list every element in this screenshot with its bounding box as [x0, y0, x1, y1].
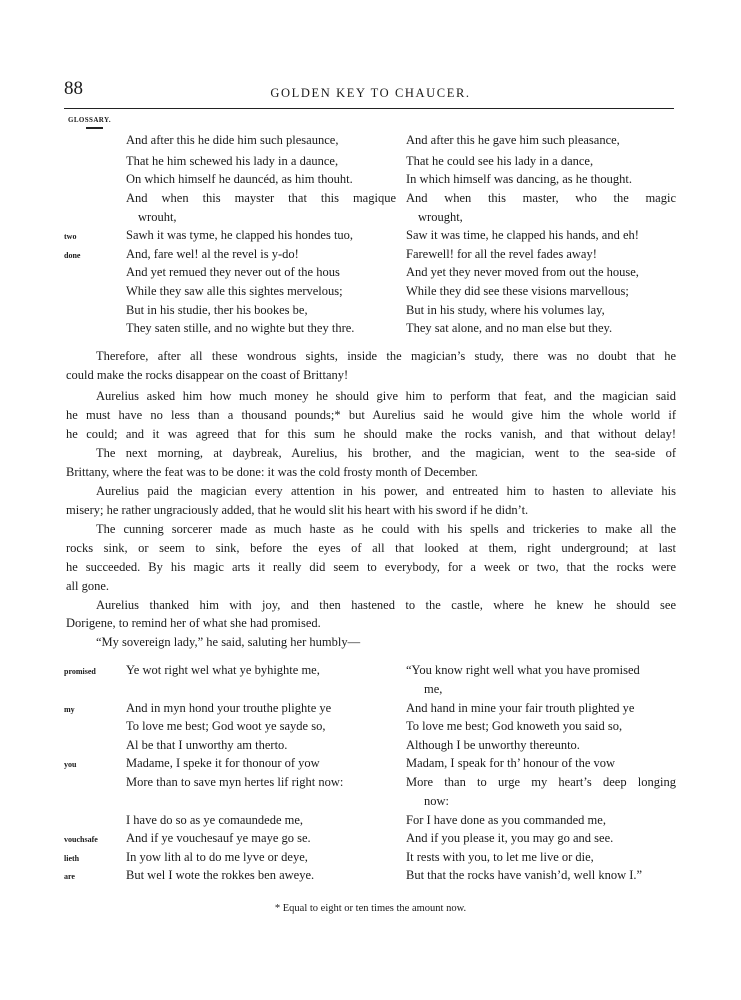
verse-line: To love me best; God knoweth you said so,	[406, 719, 623, 733]
paragraph-line: rocks sink, or seem to sink, before the eyes of all that looked at them, right underground; at last	[66, 541, 676, 555]
verse-line: And in myn hond your trouthe plighte ye	[126, 701, 332, 715]
paragraph-line: “My sovereign lady,” he said, saluting her humbly—	[96, 635, 361, 649]
gloss-promised: promised	[64, 667, 96, 676]
verse-line: And if ye vouchesauf ye maye go se.	[126, 831, 311, 845]
header-rule	[64, 108, 674, 109]
paragraph-line: he succeeded. By his magic arts it really did seem to everybody, for a week or two, that the rocks were	[66, 560, 676, 574]
verse-line: They sat alone, and no man else but they.	[406, 321, 613, 335]
verse-line: On which himself he dauncéd, as him thouht.	[126, 172, 353, 186]
paragraph-line: Aurelius paid the magician every attention in his power, and entreated him to hasten to alleviate his	[96, 484, 676, 498]
verse-line: I have do so as ye comaundede me,	[126, 813, 304, 827]
verse-line: While they saw alle this sightes mervelous;	[126, 284, 343, 298]
gloss-two: two	[64, 232, 77, 241]
page-number: 88	[64, 78, 83, 99]
verse-line: Madame, I speke it for thonour of yow	[126, 756, 320, 770]
verse-line: And, fare wel! al the revel is y-do!	[126, 247, 299, 261]
verse-line: But in his studie, ther his bookes be,	[126, 303, 308, 317]
paragraph-line: could make the rocks disappear on the coast of Brittany!	[66, 368, 349, 382]
verse-line: And after this he gave him such pleasance,	[406, 133, 620, 147]
verse-line: More than to save myn hertes lif right now:	[126, 775, 344, 789]
verse-line: And when this mayster that this magique	[126, 191, 396, 205]
verse-line: In which himself was dancing, as he thought.	[406, 172, 632, 186]
verse-line: They saten stille, and no wighte but they thre.	[126, 321, 355, 335]
verse-line: Farewell! for all the revel fades away!	[406, 247, 597, 261]
paragraph-line: The next morning, at daybreak, Aurelius, his brother, and the magician, went to the sea-side of	[96, 446, 676, 460]
verse-line: But in his study, where his volumes lay,	[406, 303, 605, 317]
verse-line: For I have done as you commanded me,	[406, 813, 606, 827]
verse-line: Although I be unworthy thereunto.	[406, 738, 580, 752]
verse-line: That he him schewed his lady in a daunce,	[126, 154, 339, 168]
paragraph-line: Aurelius asked him how much money he should give him to perform that feat, and the magician said	[96, 389, 676, 403]
verse-line: While they did see these visions marvellous;	[406, 284, 629, 298]
paragraph-line: he could; and it was agreed that for this sum he should make the rocks vanish, and that without delay!	[66, 427, 676, 441]
verse-line: That he could see his lady in a dance,	[406, 154, 594, 168]
verse-line: To love me best; God woot ye sayde so,	[126, 719, 326, 733]
gloss-you: you	[64, 760, 77, 769]
verse-line: And if you please it, you may go and see.	[406, 831, 614, 845]
verse-line: Al be that I unworthy am therto.	[126, 738, 288, 752]
paragraph-line: misery; he rather ungraciously added, that he would slit his heart with his sword if he didn’t.	[66, 503, 529, 517]
verse-line: In yow lith al to do me lyve or deye,	[126, 850, 308, 864]
verse-line: “You know right well what you have promised	[406, 663, 640, 677]
gloss-are: are	[64, 872, 75, 881]
paragraph-line: all gone.	[66, 579, 110, 593]
paragraph-line: Dorigene, to remind her of what she had promised.	[66, 616, 321, 630]
paragraph-line: he must have no less than a thousand pounds;* but Aurelius said he would give him the whole world if	[66, 408, 676, 422]
verse-line: me,	[424, 682, 443, 696]
verse-line: But wel I wote the rokkes ben aweye.	[126, 868, 315, 882]
paragraph-line: The cunning sorcerer made as much haste as he could with his spells and trickeries to make all the	[96, 522, 676, 536]
verse-line: Saw it was time, he clapped his hands, and eh!	[406, 228, 639, 242]
verse-line: Sawh it was tyme, he clapped his hondes tuo,	[126, 228, 354, 242]
verse-line: And hand in mine your fair trouth plighted ye	[406, 701, 635, 715]
verse-line: More than to urge my heart’s deep longing	[406, 775, 676, 789]
verse-line: Madam, I speak for th’ honour of the vow	[406, 756, 616, 770]
verse-line: wrought,	[418, 210, 463, 224]
verse-line: And yet they never moved from out the house,	[406, 265, 639, 279]
gloss-my: my	[64, 705, 75, 714]
gloss-vouchsafe: vouchsafe	[64, 835, 98, 844]
verse-line: But that the rocks have vanish’d, well know I.”	[406, 868, 643, 882]
glossary-rule	[86, 127, 103, 129]
footnote: * Equal to eight or ten times the amount now.	[274, 903, 467, 914]
running-title: GOLDEN KEY TO CHAUCER.	[270, 86, 471, 100]
glossary-label: GLOSSARY.	[68, 116, 111, 124]
verse-line: It rests with you, to let me live or die,	[406, 850, 594, 864]
verse-line: wrouht,	[138, 210, 177, 224]
verse-line: And after this he dide him such plesaunce,	[126, 133, 339, 147]
verse-line: Ye wot right wel what ye byhighte me,	[126, 663, 320, 677]
paragraph-line: Aurelius thanked him with joy, and then hastened to the castle, where he knew he should see	[96, 598, 676, 612]
gloss-done: done	[64, 251, 81, 260]
paragraph-line: Brittany, where the feat was to be done: it was the cold frosty month of December.	[66, 465, 478, 479]
verse-line: now:	[424, 794, 449, 808]
verse-line: And yet remued they never out of the hous	[126, 265, 340, 279]
gloss-lieth: lieth	[64, 854, 80, 863]
verse-line: And when this master, who the magic	[406, 191, 676, 205]
paragraph-line: Therefore, after all these wondrous sights, inside the magician’s study, there was no doubt that he	[96, 349, 676, 363]
